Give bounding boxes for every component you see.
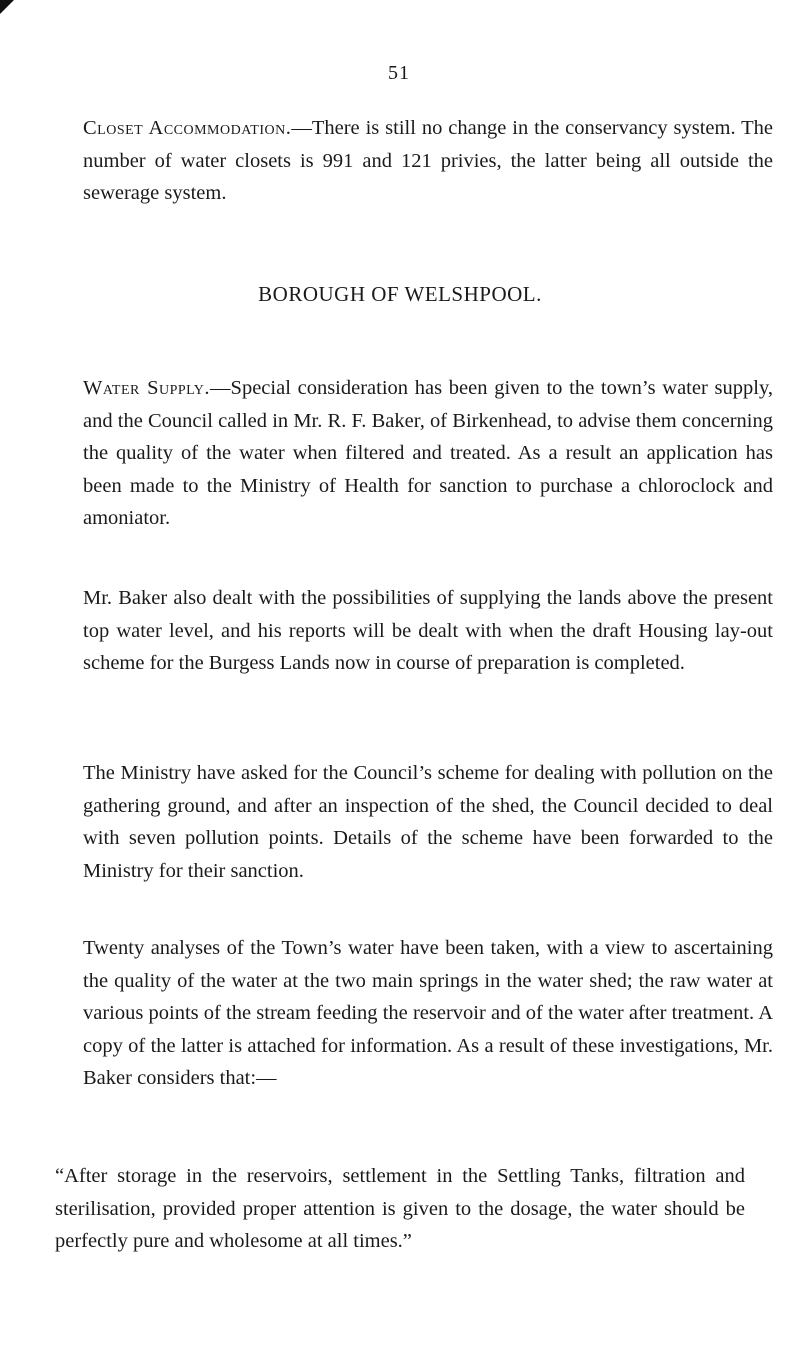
page-number: 51	[388, 62, 410, 84]
closet-accommodation-paragraph	[55, 112, 773, 210]
closet-accommodation-lead: Closet Accommodation.	[83, 117, 292, 139]
water-supply-paragraph	[55, 372, 773, 535]
baker-paragraph: Mr. Baker also dealt with the possibilities of supplying the lands above the present top water level, and his reports will be dealt with when the draft Housing lay-out scheme for the Burgess Lands now in course of preparation is completed.	[83, 587, 773, 674]
water-supply-lead: Water Supply.	[83, 377, 211, 399]
analyses-paragraph: Twenty analyses of the Town’s water have been taken, with a view to ascertaining the quality of the water at the two main springs in the water shed; the raw water at various points of the stream feeding the reservoir and of the water after treatment. A copy of the latter is attached for information. As a result of these investigations, Mr. Baker considers that:—	[83, 937, 773, 1089]
ministry-paragraph: The Ministry have asked for the Council’s scheme for dealing with pollution on the gathering ground, and after an inspection of the shed, the Council decided to deal with seven pollution points. Details of the scheme have been forwarded to the Ministry for their sanction.	[83, 762, 773, 882]
corner-mark	[0, 0, 14, 14]
section-heading: BOROUGH OF WELSHPOOL.	[258, 282, 542, 306]
water-supply-text: —Special consideration has been given to the town’s water supply, and the Council called in Mr. R. F. Baker, of Birkenhead, to advise them concerning the quality of the water when filtered and treated. As a result an application has been made to the Ministry of Health for sanction to purchase a chloroclock and amoniator.	[83, 377, 773, 529]
baker-quote: “After storage in the reservoirs, settlement in the Settling Tanks, filtration and sterilisation, provided proper attention is given to the dosage, the water should be perfectly pure and wholesome at all times.”	[55, 1165, 745, 1252]
closet-accommodation-text: —There is still no change in the conservancy system. The number of water closets is 991 and 121 privies, the latter being all outside the sewerage system.	[83, 117, 774, 204]
